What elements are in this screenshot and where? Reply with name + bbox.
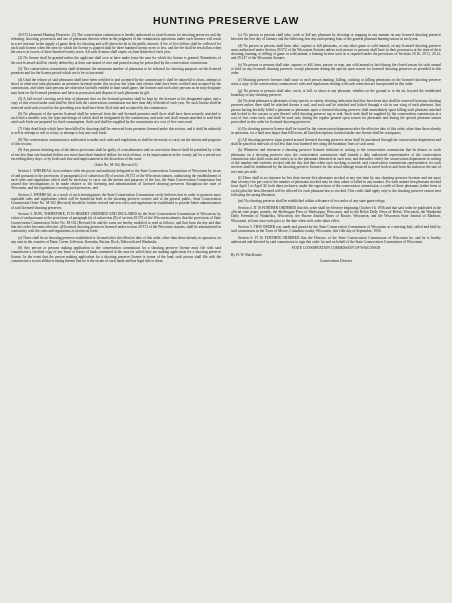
paragraph: (a) There shall be no shooting preserve established or licensed after the effective date of this order, other than those already in operation, on any area in the counties of Dane, Green, Jefferson, Kenosha, Racine, Rock, Walworth and Waukesha.: [11, 235, 221, 244]
paragraph: (e) No person or persons shall take, capture, or kill, hunt, pursue, or trap, any wild animal or bird during the closed season for such animal or bird on any licensed shooting preserve, except pheasants during the special open season for licensed shooting preserves as provided in this order.: [231, 62, 441, 76]
paragraph: (l) There shall in no instance be less than twenty-five pheasants stocked at any one time by any shooting preserve licensee and not more than seventy-five per cent of the number of pheasants stocked may be shot, taken or killed in any manner. For each mature hen pheasant stocked from April 1 to April 30, both dates inclusive, under the supervision of the conservation commission, a credit of three pheasants (either hens or cocks) plus the hens liberated will be allowed for each pheasant hen so stocked. This credit shall apply only to the shooting preserve season next following the spring liberation.: [231, 175, 441, 197]
paragraph: Section 6. IT IS FURTHER ORDERED that the Director of the State Conservation Commission of Wisconsin be, and he is hereby authorized and directed by said commission to sign this order for and on behalf of the State Conservation Commission of Wisconsin.: [231, 235, 441, 244]
paragraph: (3) The conservation commission shall determine the minimum number of pheasants to be released for shooting purposes on the licensed premises and for the license period which are to be so harvested.: [11, 67, 221, 76]
left-column: [11, 33, 221, 603]
paragraph: Section 1. WHEREAS, in accordance with the power and authority delegated to the State Conservation Commission of Wisconsin by virtue of and pursuant to the provisions of paragraph (a) of subsection (8) of section 29.572 of the Wisconsin statutes, authorizing the establishment of such rules and regulations which shall be necessary to carry out the intents and purposes of the law, the State Conservation Commission has caused due investigations to be made relative to the licensing and administration of licensed shooting preserves throughout the state of Wisconsin, and the regulations covering such preserves, and: [11, 169, 221, 191]
paragraph: (2) No license shall be granted unless the applicant shall own or have under lease the area for which the license is granted. Boundaries of the area licensed shall be clearly defined by at least one strand of wire and posted as may be prescribed by the conservation commission.: [11, 56, 221, 65]
paragraph: (4) Until the release of said pheasants shall have been certified to and accepted by the commission it shall be unlawful to shoot, attempt to shoot or otherwise take pheasants on premises licensed under this section, but when said release shall have been certified and accepted by the commission, and when such persons are otherwise lawfully entitled to hunt small game, the licensee and such other persons as he may designate may hunt on the licensed premises and have in possession and dispose of such pheasants by gift.: [11, 77, 221, 95]
paragraph: (6) No pheasant of the species licensed shall be removed from the said licensed premises until there shall have been securely attached to each bird a metallic seal, the type and design of which shall be designated by the commission, and such seal shall remain attached to said birds until such birds are prepared for final consumption. Such seal shall be supplied by the commission at a cost of five cents each.: [11, 111, 221, 125]
paragraph: Section 2. WHEREAS, as a result of such investigations the State Conservation Commission verily believes that in order to promote more equitable rules and regulations which will be beneficial both to the shooting preserve owners and to the general public, State Conservation Commission Order No. M-102 (Revised) should be further revised and new rules and regulations be established to provide better administration of said licensed shooting preserves.: [11, 192, 221, 210]
paragraph: 29.572 Licensed Hunting Preserves. (1) The conservation commission is hereby authorized to issue licenses for shooting preserves and the releasing, shooting, possession and use of pheasants thereon when in the judgment of the commission operations under such licenses will result in a net increase in the supply of game birds for shooting and will otherwise be in the public interest. A fee of five dollars shall be collected for each such license when the area for which the license is granted shall be three hundred twenty acres or less, and the fee shall be ten dollars when the area is in excess of three hundred twenty acres. All such licenses shall expire on June thirtieth of each year.: [11, 33, 221, 54]
paragraph: Section 3. NOW, THEREFORE, IT IS HEREBY ORDERED AND DECLARED by the State Conservation Commission of Wisconsin, by virtue of and pursuant to the provisions of paragraph (a) of subsection (8) of section 29.572 of the Wisconsin statutes, that the provisions of State Conservation Commission Order No. M-102 (Revised) be and the same are hereby modified to read as follows, and that from the day and date that this order becomes effective, all licensed shooting preserves licensed under section 29.572 of the Wisconsin statutes, shall be administered in conformity with the rules and regulations as herein set forth:: [11, 212, 221, 234]
document-title: HUNTING PRESERVE LAW: [153, 15, 299, 27]
paragraph: (c) No person or persons shall take, catch or kill any pheasant by shooting or trapping in any manner on any licensed shooting preserve between the first day of January and the following first day and opening hour of the general pheasant hunting season in each year.: [231, 33, 441, 42]
text-columns: [11, 33, 441, 603]
signatory-title: Conservation Director: [319, 259, 353, 264]
paragraph: Section 4. IT IS FURTHER ORDERED that this order shall be effective beginning October 16, 1936 and that said order be published in the official state paper, namely, the Sheboygan Press of Sheboygan, Wisconsin, and in the Beloit Daily News of Beloit, Wisconsin, the Waukesha Daily Freeman of Waukesha, Wisconsin, the Racine Journal-Times of Racine, Wisconsin, and the Wisconsin State Journal of Madison, Wisconsin, at least once each prior to the date when such order takes effect.: [231, 205, 441, 223]
signatory-name: By H. W. MacKenzie: [231, 252, 262, 257]
paragraph: (i) No shooting preserve license shall be issued by the conservation department after the effective date of this order, other than those already in operation, for a land area larger than 640 acres; all land descriptions licensed under one license shall be contiguous.: [231, 126, 441, 136]
paragraph: (8) The conservation commission is authorized to make such rules and regulations as shall be necessary to carry out the intents and purposes of this section.: [11, 137, 221, 146]
paragraph: (d) No person or persons shall hunt, take, capture or kill pheasants, or any other game or wild animal, on any licensed shooting preserve areas authorized under Section 29.572 of the Wisconsin Statutes unless such person or persons shall have in their possession at the time of their shooting, hunting, or killing of game or wild animal, a hunting license such as is required under the provisions of Sections 29.16, 29.11, 29.12, and 29.147 of the Wisconsin Statutes.: [231, 43, 441, 61]
paragraph: Section 5. THIS ORDER was made and passed by the State Conservation Commission of Wisconsin at a meeting duly called and held by said commission in the Town of Moore, Columbia county, Wisconsin, this 14th day of September, 1936.: [231, 225, 441, 234]
paragraph: (j) All shooting preserve signs posted around licensed shooting preserve areas shall be purchased through the conservation department and shall be placed at intervals of not less than four hundred feet along the boundary lines of such areas.: [231, 137, 441, 146]
paragraph: (5) A full record covering each item of pheasant shot on the licensed premises shall be kept by the licensee or his designated agent, and a copy of this record under oath shall be filed with the conservation commission not later than July fifteenth of each year. No such license shall be renewed until such record for the preceding year shall have been filed with and accepted by the commission.: [11, 97, 221, 110]
paragraph: (9) Any person violating any of the above provisions shall be guilty of a misdemeanor and on conviction thereof shall be punished by a fine of not less than one hundred dollars nor more than three hundred dollars for each offense, or by imprisonment in the county jail for a period not exceeding thirty days, or by both such fine and imprisonment in the discretion of the court.: [11, 148, 221, 161]
paragraph: (h) No dead pheasant or pheasants of any species or variety showing indication that they have been shot shall be removed from any shooting preserve unless there shall be attached thereto a seal, and such seal be attached and locked through a slit in one wing of each pheasant. Any person having lawfully killed a pheasant or pheasants upon a licensed shooting preserve shall immediately upon killing such pheasant attached and locked to the carcass or part thereof valid shooting preserve tag or seal. Such seals shall be supplied by the conservation commission at a cost of five cents each, and shall be used only during the regular general open season for pheasants and during the special pheasant season prescribed in this order for licensed shooting preserves.: [231, 99, 441, 125]
order-heading: Order No. M-102 (Revised 5): [94, 163, 138, 168]
paragraph: (7) Only dead birds which have been killed by shooting shall be removed from premises licensed under this section, and it shall be unlawful to sell or attempt to sell or to buy or attempt to buy any such birds.: [11, 126, 221, 136]
right-column: [231, 33, 441, 603]
paragraph: (g) No person or persons shall take, catch, or kill, or shoot at any pheasant, whether on the ground or in the air, beyond the established boundary of any shooting preserve.: [231, 88, 441, 97]
paragraph: (f) Shooting preserve licenses shall issue to each person hunting, killing, catching or killing pheasants on the licensed shooting preserve areas a copy of the conservation commission's rules and regulations dealing with such areas that are incorporated in this order.: [231, 77, 441, 87]
commission-signature: STATE CONSERVATION COMMISSION OF WISCONSIN: [291, 246, 381, 251]
paragraph: (m) No shooting preserve shall be established within a distance of two miles of any state game refuge.: [238, 199, 386, 204]
paragraph: (k) Whenever and whenever a shooting preserve licensee indicates in writing to the conservation commission that he desires to stock pheasants on a shooting preserve area, the conservation commission shall furnish a duly authorized representative of the conservation commission who shall count and certify as to the pheasants liberated on such area, and thereafter certify the conservation department in writing of the number and varieties stocked and the day and date when such stocking occurred; said conservation commission representative for such services shall be reimbursed by the shooting preserve licensee for the actual mileage incurred in travel both to and from his station at the rate of ten cents per mile.: [231, 148, 441, 174]
paragraph: (b) Any person or persons making application to the conservation commission for a shooting preserve license must file with said commission a certified copy of any lease or leases of lands contained in the area for which they are making application for a shooting preserve license. In the event that the person making application for a shooting preserve license is owner of the land, such person shall file with the commission a sworn affidavit stating therein that he is the owner of such lands and has legal title to them.: [11, 246, 221, 263]
